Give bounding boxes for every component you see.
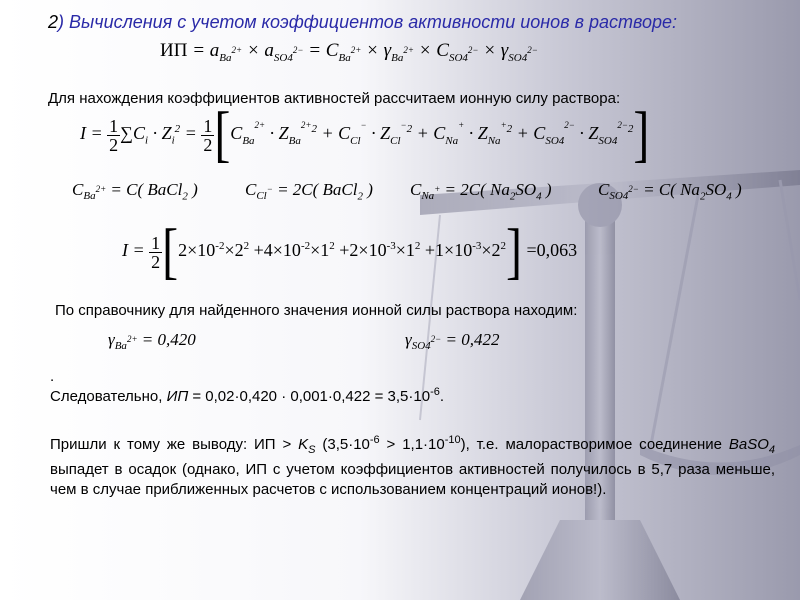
formula-concentration-so4: $C_{SO4^{2-}} = C$( $Na_2SO_4$ ) <box>598 180 742 203</box>
page-title: 2) Вычисления с учетом коэффициентов активности ионов в растворе: <box>48 12 678 32</box>
formula-gamma-ba: $\gamma_{Ba^{2+}} = 0,420$ <box>108 330 196 353</box>
formula-ionic-strength-definition: I = $\frac{1}{2}$ $\sum C_i \cdot Z_i^2$ = $\frac{1}{2}$ $[C_{Ba^{2+}} \cdot Z_{Ba^{2+}}^2 + C_{Cl^-} \cdot Z_{Cl^-}^2 + C_{Na^+} \cdot Z_{Na^+}^2 + C_{SO4^{2-}} \cdot Z_{SO4^{2-}}^2]$ <box>80 99 650 169</box>
stray-dot: . <box>50 368 55 385</box>
formula-ionic-strength-calculation: I = $\frac{1}{2}$ $[2\times 10^{-2}\times 2^2 +4\times 10^{-2}\times 1^2 +2\times 10^{-3}\times 1^2 +1\times 10^{-3}\times 2^2] =0,063$ <box>122 216 578 286</box>
formula-concentration-ba: $C_{Ba^{2+}} = C$( BaCl$_2$ ) <box>72 180 198 203</box>
text-consequently: Следовательно, ИП = $0,02\cdot 0,420 \cdot 0,001\cdot 0,422 = 3,5\cdot 10^{-6}$. <box>50 386 445 405</box>
formula-concentration-cl: $C_{Cl^-} = 2C$( BaCl$_2$ ) <box>245 180 373 203</box>
formula-concentration-na: $C_{Na^+} = 2C$( $Na_2SO_4$ ) <box>410 180 552 203</box>
text-handbook: По справочнику для найденного значения ионной силы раствора находим: <box>55 302 578 319</box>
text-conclusion: Пришли к тому же выводу: ИП > $K_S$ $(3,5\cdot 10^{-6} > 1,1\cdot 10^{-10})$, т.е. малорастворимое соединение BaSO$_4$ выпадет в осадок (однако, ИП с учетом коэффициентов активностей получилось в 5,7 раза меньше, чем в случае приближенных расчетов с использованием концентраций ионов!). <box>50 434 775 498</box>
formula-ip: ИП = $a_{Ba^{2+}} \times a_{SO4^{2-}} = C_{Ba^{2+}} \times \gamma_{Ba^{2+}} \times C_{SO4^{2-}} \times \gamma_{SO4^{2-}}$ <box>160 40 538 64</box>
formula-gamma-so4: $\gamma_{SO4^{2-}} = 0,422$ <box>405 330 500 353</box>
text-find-coefficients: Для нахождения коэффициентов активностей рассчитаем ионную силу раствора: <box>48 90 621 107</box>
